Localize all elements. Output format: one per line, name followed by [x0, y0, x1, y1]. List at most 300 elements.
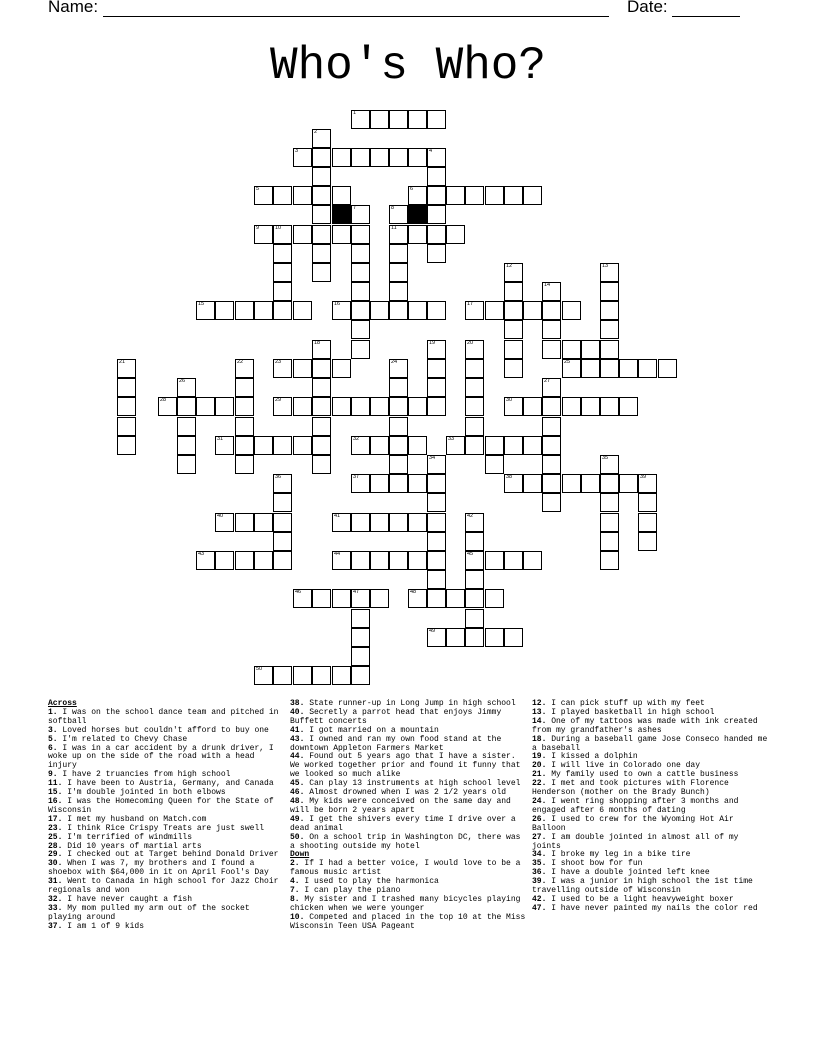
- clue-number: 14.: [532, 716, 547, 726]
- grid-cell[interactable]: [504, 282, 523, 301]
- grid-cell[interactable]: [658, 359, 677, 378]
- grid-cell[interactable]: [389, 551, 408, 570]
- grid-cell[interactable]: [465, 340, 484, 359]
- grid-cell[interactable]: [408, 148, 427, 167]
- clue-text: I have been to Austria, Germany, and Canada: [62, 779, 274, 789]
- grid-cell[interactable]: [389, 263, 408, 282]
- grid-cell[interactable]: [542, 397, 561, 416]
- grid-cell[interactable]: [332, 359, 351, 378]
- grid-cell[interactable]: [581, 474, 600, 493]
- cell-number: 33: [448, 436, 455, 442]
- grid-cell[interactable]: [273, 186, 292, 205]
- grid-cell[interactable]: [332, 397, 351, 416]
- grid-cell[interactable]: [581, 359, 600, 378]
- grid-cell[interactable]: [600, 359, 619, 378]
- grid-cell[interactable]: [600, 551, 619, 570]
- grid-cell[interactable]: [619, 474, 638, 493]
- grid-cell[interactable]: [312, 263, 331, 282]
- clue-column-1: [48, 700, 284, 932]
- grid-cell[interactable]: [196, 397, 215, 416]
- grid-cell[interactable]: [427, 378, 446, 397]
- grid-cell[interactable]: [332, 551, 351, 570]
- grid-cell[interactable]: [370, 474, 389, 493]
- grid-cell[interactable]: [312, 205, 331, 224]
- grid-cell[interactable]: [273, 551, 292, 570]
- grid-cell[interactable]: [215, 513, 234, 532]
- grid-cell[interactable]: [332, 225, 351, 244]
- clue-item: [532, 905, 768, 914]
- grid-cell[interactable]: [465, 628, 484, 647]
- grid-cell[interactable]: [600, 513, 619, 532]
- clue-item: [290, 896, 526, 914]
- grid-cell[interactable]: [293, 148, 312, 167]
- grid-cell[interactable]: [273, 282, 292, 301]
- grid-cell[interactable]: [504, 436, 523, 455]
- grid-cell[interactable]: [485, 628, 504, 647]
- grid-cell[interactable]: [312, 589, 331, 608]
- grid-cell[interactable]: [427, 589, 446, 608]
- grid-cell[interactable]: [427, 513, 446, 532]
- grid-cell[interactable]: [370, 148, 389, 167]
- grid-cell[interactable]: [504, 628, 523, 647]
- cell-number: 5: [256, 186, 260, 192]
- grid-cell[interactable]: [465, 301, 484, 320]
- grid-cell[interactable]: [351, 474, 370, 493]
- grid-cell[interactable]: [408, 225, 427, 244]
- grid-cell[interactable]: [542, 493, 561, 512]
- clue-number: 23.: [48, 823, 63, 833]
- grid-cell[interactable]: [638, 532, 657, 551]
- grid-cell[interactable]: [273, 301, 292, 320]
- grid-cell[interactable]: [177, 397, 196, 416]
- grid-cell[interactable]: [235, 455, 254, 474]
- grid-cell[interactable]: [351, 628, 370, 647]
- grid-cell[interactable]: [600, 263, 619, 282]
- grid-cell[interactable]: [117, 397, 136, 416]
- grid-cell[interactable]: [562, 474, 581, 493]
- grid-cell[interactable]: [504, 301, 523, 320]
- grid-cell[interactable]: [389, 378, 408, 397]
- clue-number: 50.: [290, 832, 305, 842]
- grid-cell[interactable]: [465, 609, 484, 628]
- cell-number: 31: [217, 436, 224, 442]
- grid-cell[interactable]: [523, 397, 542, 416]
- grid-cell[interactable]: [351, 244, 370, 263]
- grid-cell[interactable]: [235, 417, 254, 436]
- grid-cell[interactable]: [389, 455, 408, 474]
- grid-cell[interactable]: [427, 110, 446, 129]
- grid-cell[interactable]: [542, 417, 561, 436]
- grid-cell[interactable]: [293, 225, 312, 244]
- cell-number: 43: [198, 551, 205, 557]
- grid-cell[interactable]: [485, 186, 504, 205]
- grid-cell[interactable]: [312, 436, 331, 455]
- grid-cell[interactable]: [351, 340, 370, 359]
- grid-cell[interactable]: [446, 225, 465, 244]
- clues-section: [0, 700, 816, 1056]
- grid-cell[interactable]: [235, 513, 254, 532]
- grid-cell[interactable]: [312, 417, 331, 436]
- grid-cell[interactable]: [485, 436, 504, 455]
- grid-cell[interactable]: [638, 493, 657, 512]
- grid-cell[interactable]: [351, 513, 370, 532]
- clue-text: I went ring shopping after 3 months and engaged after 6 months of dating: [532, 796, 739, 815]
- grid-cell[interactable]: [485, 551, 504, 570]
- grid-cell[interactable]: [389, 436, 408, 455]
- grid-cell[interactable]: [332, 589, 351, 608]
- grid-cell[interactable]: [254, 436, 273, 455]
- grid-cell[interactable]: [235, 397, 254, 416]
- grid-cell[interactable]: [235, 378, 254, 397]
- clue-number: 20.: [532, 761, 547, 771]
- grid-cell[interactable]: [254, 225, 273, 244]
- grid-cell[interactable]: [117, 359, 136, 378]
- grid-cell[interactable]: [542, 474, 561, 493]
- grid-cell[interactable]: [273, 436, 292, 455]
- clue-item: [48, 860, 284, 878]
- grid-cell[interactable]: [117, 417, 136, 436]
- grid-cell[interactable]: [600, 397, 619, 416]
- grid-cell[interactable]: [351, 263, 370, 282]
- grid-cell[interactable]: [351, 589, 370, 608]
- grid-cell[interactable]: [465, 436, 484, 455]
- cell-number: 29: [275, 397, 282, 403]
- cell-number: 49: [429, 628, 436, 634]
- grid-cell[interactable]: [523, 436, 542, 455]
- grid-cell[interactable]: [177, 378, 196, 397]
- grid-cell[interactable]: [273, 493, 292, 512]
- grid-cell[interactable]: [273, 532, 292, 551]
- grid-cell[interactable]: [370, 551, 389, 570]
- grid-cell[interactable]: [293, 301, 312, 320]
- grid-cell[interactable]: [332, 666, 351, 685]
- grid-cell[interactable]: [158, 397, 177, 416]
- grid-cell[interactable]: [273, 225, 292, 244]
- grid-cell[interactable]: [542, 320, 561, 339]
- grid-cell[interactable]: [273, 397, 292, 416]
- grid-cell[interactable]: [254, 551, 273, 570]
- grid-cell[interactable]: [389, 110, 408, 129]
- cell-number: 36: [275, 474, 282, 480]
- grid-cell[interactable]: [562, 301, 581, 320]
- grid-cell[interactable]: [215, 436, 234, 455]
- clue-number: 48.: [290, 796, 305, 806]
- grid-cell[interactable]: [389, 417, 408, 436]
- grid-cell[interactable]: [293, 397, 312, 416]
- grid-cell[interactable]: [504, 474, 523, 493]
- grid-cell[interactable]: [312, 225, 331, 244]
- grid-cell[interactable]: [408, 186, 427, 205]
- grid-cell[interactable]: [312, 186, 331, 205]
- grid-cell[interactable]: [446, 589, 465, 608]
- grid-cell[interactable]: [351, 320, 370, 339]
- grid-cell[interactable]: [465, 570, 484, 589]
- clue-number: 1.: [48, 707, 58, 717]
- grid-cell[interactable]: [446, 628, 465, 647]
- grid-cell[interactable]: [638, 359, 657, 378]
- grid-cell[interactable]: [638, 513, 657, 532]
- clue-text: Can play 13 instruments at high school level: [304, 779, 521, 789]
- grid-cell[interactable]: [312, 359, 331, 378]
- grid-cell[interactable]: [351, 148, 370, 167]
- grid-cell[interactable]: [370, 110, 389, 129]
- grid-cell[interactable]: [600, 320, 619, 339]
- grid-cell[interactable]: [427, 359, 446, 378]
- grid-cell[interactable]: [196, 551, 215, 570]
- grid-cell[interactable]: [600, 282, 619, 301]
- grid-cell[interactable]: [465, 359, 484, 378]
- grid-cell[interactable]: [619, 359, 638, 378]
- grid-cell[interactable]: [351, 301, 370, 320]
- grid-cell[interactable]: [293, 186, 312, 205]
- grid-cell[interactable]: [117, 436, 136, 455]
- clue-number: 24.: [532, 796, 547, 806]
- grid-cell[interactable]: [351, 436, 370, 455]
- grid-cell[interactable]: [562, 340, 581, 359]
- grid-cell[interactable]: [351, 205, 370, 224]
- grid-cell[interactable]: [273, 666, 292, 685]
- grid-cell[interactable]: [389, 225, 408, 244]
- grid-cell[interactable]: [389, 282, 408, 301]
- grid-cell[interactable]: [465, 186, 484, 205]
- grid-cell[interactable]: [351, 397, 370, 416]
- grid-cell[interactable]: [504, 263, 523, 282]
- grid-cell[interactable]: [177, 417, 196, 436]
- clue-text: I can pick stuff up with my feet: [546, 699, 705, 708]
- grid-cell[interactable]: [427, 628, 446, 647]
- grid-cell[interactable]: [600, 493, 619, 512]
- grid-cell[interactable]: [504, 320, 523, 339]
- grid-cell[interactable]: [235, 359, 254, 378]
- grid-cell[interactable]: [619, 397, 638, 416]
- grid-cell[interactable]: [427, 301, 446, 320]
- grid-cell[interactable]: [389, 513, 408, 532]
- grid-cell[interactable]: [312, 455, 331, 474]
- clue-number: 43.: [290, 734, 305, 744]
- grid-cell[interactable]: [427, 551, 446, 570]
- grid-cell[interactable]: [523, 551, 542, 570]
- grid-cell[interactable]: [600, 474, 619, 493]
- grid-cell[interactable]: [254, 186, 273, 205]
- grid-cell[interactable]: [332, 186, 351, 205]
- grid-cell[interactable]: [370, 397, 389, 416]
- grid-cell[interactable]: [273, 244, 292, 263]
- grid-cell[interactable]: [427, 474, 446, 493]
- grid-cell[interactable]: [465, 589, 484, 608]
- cell-number: 8: [391, 205, 395, 211]
- grid-cell[interactable]: [332, 148, 351, 167]
- grid-cell[interactable]: [293, 436, 312, 455]
- grid-cell[interactable]: [465, 532, 484, 551]
- grid-cell[interactable]: [215, 397, 234, 416]
- grid-cell[interactable]: [370, 436, 389, 455]
- grid-cell[interactable]: [408, 436, 427, 455]
- grid-cell[interactable]: [351, 110, 370, 129]
- grid-cell[interactable]: [542, 436, 561, 455]
- grid-cell[interactable]: [235, 301, 254, 320]
- grid-cell[interactable]: [332, 301, 351, 320]
- grid-cell[interactable]: [581, 340, 600, 359]
- clue-text: I can play the piano: [299, 886, 401, 896]
- grid-cell[interactable]: [485, 455, 504, 474]
- cell-number: 45: [467, 551, 474, 557]
- grid-cell[interactable]: [562, 397, 581, 416]
- clue-number: 8.: [290, 894, 300, 904]
- grid-cell[interactable]: [312, 378, 331, 397]
- grid-cell[interactable]: [215, 301, 234, 320]
- grid-cell[interactable]: [312, 167, 331, 186]
- cell-number: 13: [602, 263, 609, 269]
- grid-cell[interactable]: [389, 397, 408, 416]
- grid-cell[interactable]: [273, 474, 292, 493]
- grid-cell[interactable]: [562, 359, 581, 378]
- grid-cell[interactable]: [312, 148, 331, 167]
- grid-cell[interactable]: [523, 301, 542, 320]
- grid-cell[interactable]: [427, 340, 446, 359]
- grid-cell[interactable]: [427, 455, 446, 474]
- clue-text: Secretly a parrot head that enjoys Jimmy Buffett concerts: [290, 707, 502, 726]
- clue-item: [532, 780, 768, 798]
- grid-cell[interactable]: [638, 474, 657, 493]
- cell-number: 24: [391, 359, 398, 365]
- grid-cell[interactable]: [389, 244, 408, 263]
- cell-number: 22: [237, 359, 244, 365]
- grid-cell[interactable]: [427, 244, 446, 263]
- grid-cell[interactable]: [408, 301, 427, 320]
- grid-cell[interactable]: [177, 455, 196, 474]
- grid-cell[interactable]: [293, 666, 312, 685]
- clue-item: [532, 718, 768, 736]
- grid-cell[interactable]: [427, 397, 446, 416]
- grid-cell[interactable]: [504, 551, 523, 570]
- grid-cell[interactable]: [117, 378, 136, 397]
- clue-number: 5.: [48, 734, 58, 744]
- grid-cell[interactable]: [389, 474, 408, 493]
- grid-cell[interactable]: [408, 589, 427, 608]
- grid-cell[interactable]: [504, 186, 523, 205]
- grid-cell[interactable]: [389, 359, 408, 378]
- grid-cell[interactable]: [351, 282, 370, 301]
- grid-cell[interactable]: [600, 301, 619, 320]
- grid-cell[interactable]: [254, 513, 273, 532]
- grid-cell[interactable]: [427, 167, 446, 186]
- grid-cell[interactable]: [351, 551, 370, 570]
- grid-cell[interactable]: [542, 378, 561, 397]
- grid-cell[interactable]: [408, 513, 427, 532]
- grid-cell[interactable]: [465, 397, 484, 416]
- grid-cell[interactable]: [485, 301, 504, 320]
- grid-cell[interactable]: [312, 244, 331, 263]
- grid-cell[interactable]: [600, 340, 619, 359]
- clue-number: 28.: [48, 841, 63, 851]
- grid-cell[interactable]: [408, 551, 427, 570]
- grid-cell[interactable]: [215, 551, 234, 570]
- grid-cell[interactable]: [196, 301, 215, 320]
- grid-cell[interactable]: [235, 436, 254, 455]
- cell-number: 50: [256, 666, 263, 672]
- clue-text: I used to play the harmonica: [299, 877, 439, 887]
- grid-cell[interactable]: [351, 225, 370, 244]
- grid-cell[interactable]: [235, 551, 254, 570]
- grid-cell[interactable]: [370, 301, 389, 320]
- grid-cell[interactable]: [312, 397, 331, 416]
- grid-cell[interactable]: [427, 532, 446, 551]
- clue-column-2: [290, 700, 526, 932]
- grid-cell[interactable]: [370, 589, 389, 608]
- grid-cell[interactable]: [389, 148, 408, 167]
- grid-cell[interactable]: [465, 417, 484, 436]
- grid-cell[interactable]: [504, 340, 523, 359]
- grid-cell[interactable]: [523, 474, 542, 493]
- grid-cell[interactable]: [408, 474, 427, 493]
- cell-number: 1: [353, 110, 357, 116]
- cell-number: 34: [429, 455, 436, 461]
- grid-cell[interactable]: [600, 532, 619, 551]
- grid-cell[interactable]: [542, 301, 561, 320]
- grid-cell[interactable]: [485, 589, 504, 608]
- grid-cell[interactable]: [465, 513, 484, 532]
- grid-cell[interactable]: [408, 397, 427, 416]
- grid-cell[interactable]: [312, 129, 331, 148]
- clue-text: Loved horses but couldn't afford to buy one: [57, 725, 269, 735]
- grid-cell[interactable]: [408, 110, 427, 129]
- grid-cell[interactable]: [427, 570, 446, 589]
- cell-number: 6: [410, 186, 414, 192]
- grid-cell[interactable]: [581, 397, 600, 416]
- grid-cell[interactable]: [370, 513, 389, 532]
- grid-cell[interactable]: [293, 589, 312, 608]
- grid-cell[interactable]: [427, 205, 446, 224]
- grid-cell[interactable]: [504, 359, 523, 378]
- grid-cell[interactable]: [254, 666, 273, 685]
- grid-cell[interactable]: [389, 301, 408, 320]
- clue-text: I was in a car accident by a drunk driver, I woke up on the side of the road with a head injury: [48, 743, 274, 771]
- grid-cell[interactable]: [542, 340, 561, 359]
- grid-cell[interactable]: [351, 647, 370, 666]
- grid-cell[interactable]: [332, 513, 351, 532]
- grid-cell[interactable]: [389, 205, 408, 224]
- grid-cell[interactable]: [351, 609, 370, 628]
- grid-cell[interactable]: [427, 493, 446, 512]
- grid-cell[interactable]: [312, 666, 331, 685]
- grid-cell[interactable]: [273, 263, 292, 282]
- grid-cell[interactable]: [351, 666, 370, 685]
- cell-number: 3: [295, 148, 299, 154]
- grid-cell[interactable]: [542, 455, 561, 474]
- grid-cell[interactable]: [177, 436, 196, 455]
- clue-text: If I had a better voice, I would love to be a famous music artist: [290, 859, 521, 878]
- grid-cell[interactable]: [427, 148, 446, 167]
- grid-cell[interactable]: [600, 455, 619, 474]
- grid-cell[interactable]: [273, 359, 292, 378]
- clue-item: [290, 914, 526, 932]
- grid-cell[interactable]: [446, 436, 465, 455]
- grid-cell[interactable]: [465, 551, 484, 570]
- grid-cell[interactable]: [504, 397, 523, 416]
- clue-text: I am double jointed in almost all of my joints: [532, 832, 739, 851]
- grid-cell[interactable]: [465, 378, 484, 397]
- grid-cell[interactable]: [523, 186, 542, 205]
- grid-cell[interactable]: [273, 513, 292, 532]
- grid-cell[interactable]: [293, 359, 312, 378]
- grid-cell[interactable]: [542, 282, 561, 301]
- grid-cell[interactable]: [427, 225, 446, 244]
- grid-cell[interactable]: [446, 186, 465, 205]
- grid-cell[interactable]: [427, 186, 446, 205]
- grid-cell[interactable]: [254, 301, 273, 320]
- clue-item: [48, 905, 284, 923]
- grid-cell[interactable]: [312, 340, 331, 359]
